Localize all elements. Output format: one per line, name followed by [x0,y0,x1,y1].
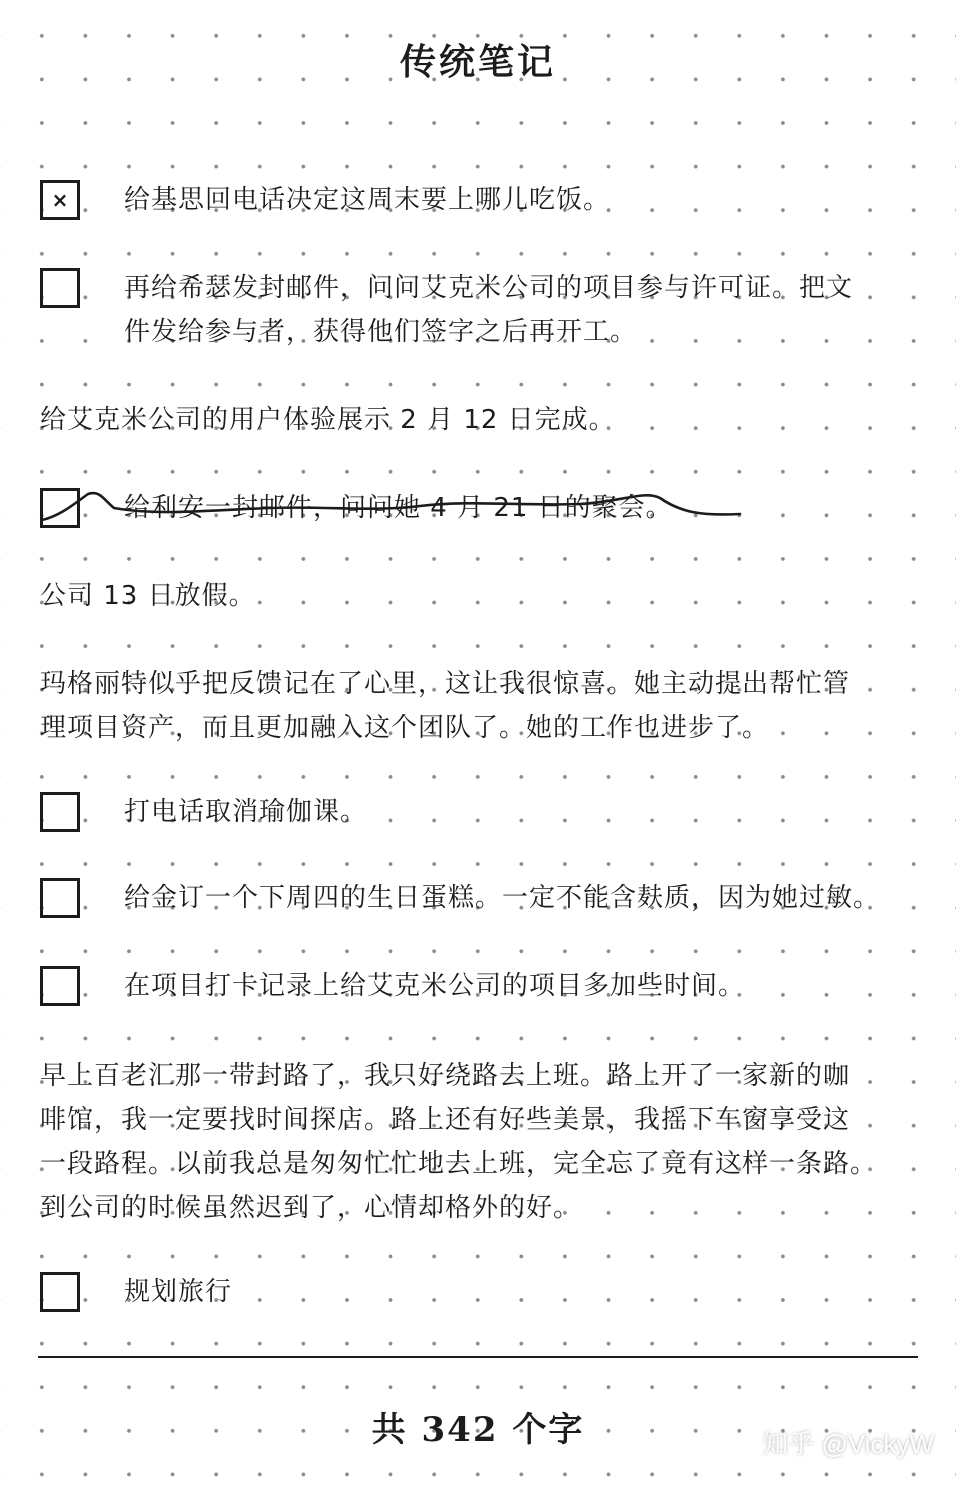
checkbox[interactable] [40,878,80,918]
text-line: 早上百老汇那一带封路了，我只好绕路去上班。路上开了一家新的咖 [40,1061,851,1091]
text-line: 再给希瑟发封邮件，问问艾克米公司的项目参与许可证。把文 [124,273,854,303]
text-line: 在项目打卡记录上给艾克米公司的项目多加些时间。 [124,971,746,1001]
note-text [40,574,880,618]
checkbox-checked[interactable] [40,180,80,220]
task-text [124,178,880,222]
text-line: 给金订一个下周四的生日蛋糕。一定不能含麸质，因为她过敏。 [124,883,881,913]
text-line: 玛格丽特似乎把反馈记在了心里，这让我很惊喜。她主动提出帮忙管 [40,669,851,699]
check-x-icon: × [51,188,69,212]
task-text [124,266,880,354]
text-line: 规划旅行 [124,1277,233,1307]
text-line: 给艾克米公司的用户体验展示 2 月 12 日完成。 [40,405,616,435]
text-line: 啡馆，我一定要找时间探店。路上还有好些美景，我摇下车窗享受这 [40,1105,851,1135]
task-text [124,876,880,920]
text-line: 件发给参与者，获得他们签字之后再开工。 [124,317,638,347]
page-title: 传统笔记 [399,41,556,83]
text-line: 到公司的时候虽然迟到了，心情却格外的好。 [40,1193,581,1223]
checkbox[interactable] [40,268,80,308]
text-line: 打电话取消瑜伽课。 [124,797,368,827]
text-line: 给基思回电话决定这周末要上哪儿吃饭。 [124,185,611,215]
footer-divider [38,1356,918,1358]
text-line: 给利安一封邮件，问问她 4 月 21 日的聚会。 [124,493,673,523]
task-text [124,790,880,834]
text-line: 公司 13 日放假。 [40,581,256,611]
task-text [124,964,880,1008]
text-line: 理项目资产，而且更加融入这个团队了。她的工作也进步了。 [40,713,770,743]
watermark: 知乎 @VickyW [762,1429,934,1459]
strikethrough-scribble [40,486,740,546]
task-text [124,1270,880,1314]
note-text [40,1054,880,1230]
word-count: 共 342 个字 [371,1410,585,1450]
note-text [40,398,880,442]
checkbox[interactable] [40,792,80,832]
checkbox[interactable] [40,966,80,1006]
text-line: 一段路程。以前我总是匆匆忙忙地去上班，完全忘了竟有这样一条路。 [40,1149,878,1179]
strikethrough-line [42,493,740,520]
note-text [40,662,880,750]
checkbox[interactable] [40,1272,80,1312]
